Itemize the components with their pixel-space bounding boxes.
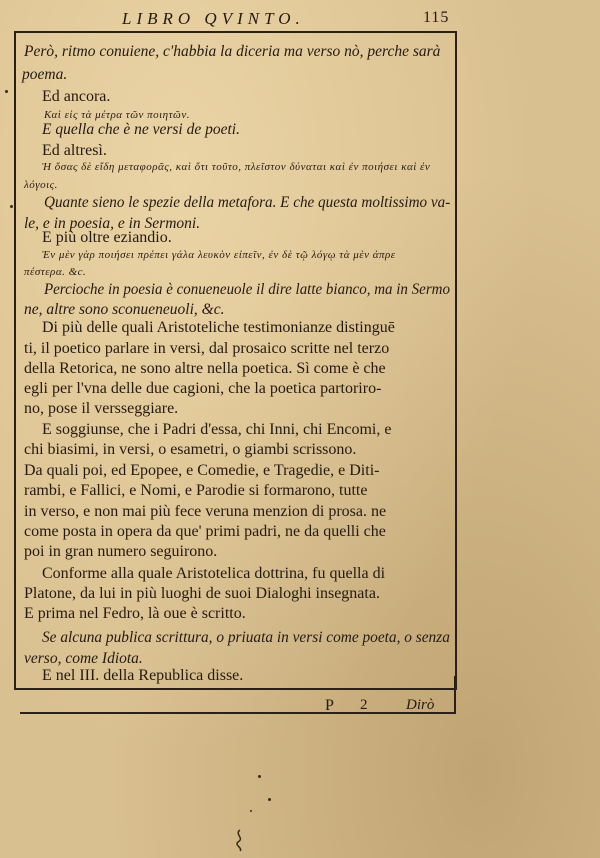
text-line: Platone, da lui in più luoghi de suoi Dialoghi insegnata. xyxy=(24,585,380,602)
text-line: egli per l'vna delle due cagioni, che la poetica partoriro- xyxy=(24,380,382,397)
text-line: Da quali poi, ed Epopee, e Comedie, e Tragedie, e Diti- xyxy=(24,462,380,479)
greek-line: Καὶ εἰς τὰ μέτρα τῶν ποιητῶν. xyxy=(44,109,190,121)
text-line: chi biasimi, in versi, o esametri, o giambi scrissono. xyxy=(24,441,357,458)
greek-line: λόγοις. xyxy=(24,179,58,191)
text-line: E quella che è ne versi de poeti. xyxy=(42,121,240,138)
text-line: no, pose il versseggiare. xyxy=(24,400,179,417)
footer-right-rule xyxy=(454,676,456,712)
text-line: E soggiunse, che i Padri d'essa, chi Inni, chi Encomi, e xyxy=(42,421,392,438)
signature-mark: P xyxy=(325,697,334,714)
stray-dot xyxy=(268,798,271,801)
text-line: le, e in poesia, e in Sermoni. xyxy=(24,215,201,232)
text-line: Però, ritmo conuiene, c'habbia la diceria ma verso nò, perche sarà xyxy=(24,43,441,60)
footer-rule xyxy=(20,712,456,714)
top-rule xyxy=(14,31,456,33)
text-line: come posta in opera da que' primi padri, ne da quelli che xyxy=(24,523,386,540)
text-line: Conforme alla quale Aristotelica dottrina, fu quella di xyxy=(42,565,386,582)
text-line: E nel III. della Republica disse. xyxy=(42,667,244,684)
greek-line: Ἡ ὅσας δὲ εἴδη μεταφορᾶς, καὶ ὅτι τοῦτο, πλεῖστον δύναται καὶ ἐν ποιήσει καὶ ἐν xyxy=(42,161,431,173)
greek-line: Ἐν μὲν γὰρ ποιήσει πρέπει γάλα λευκὸν εἰπεῖν, ἐν δὲ τῷ λόγῳ τὰ μὲν ἀπρε xyxy=(42,249,396,261)
bottom-rule xyxy=(14,688,457,690)
text-line: Di più delle quali Aristoteliche testimonianze distinguē xyxy=(42,319,395,336)
stray-dot xyxy=(5,90,8,93)
text-line: Percioche in poesia è conueneuole il dire latte bianco, ma in Sermo xyxy=(44,281,450,298)
text-line: rambi, e Fallici, e Nomi, e Parodie si formarono, tutte xyxy=(24,482,368,499)
text-line: Ed altresì. xyxy=(42,142,107,159)
text-line: ne, altre sono sconueneuoli, &c. xyxy=(24,301,225,318)
text-line: ti, il poetico parlare in versi, dal prosaico scritte nel terzo xyxy=(24,340,390,357)
page-number: 115 xyxy=(423,9,450,26)
text-line: poi in gran numero seguirono. xyxy=(24,543,218,560)
text-line: Quante sieno le spezie della metafora. E che questa moltissimo va- xyxy=(44,194,451,211)
text-line: in verso, e non mai più fece veruna menzion di prosa. ne xyxy=(24,503,387,520)
text-line: verso, come Idiota. xyxy=(24,650,143,667)
text-line: della Retorica, ne sono altre nella poetica. Sì come è che xyxy=(24,360,386,377)
signature-number: 2 xyxy=(360,697,368,713)
text-line: Ed ancora. xyxy=(42,88,111,105)
right-rule xyxy=(455,31,457,689)
running-title: LIBRO QVINTO. xyxy=(122,9,305,28)
text-line: poema. xyxy=(22,66,68,83)
text-line: E più oltre eziandio. xyxy=(42,229,172,246)
stray-dot xyxy=(258,775,261,778)
greek-line: πέστερα. &c. xyxy=(24,266,87,278)
text-line: Se alcuna publica scrittura, o priuata in versi come poeta, o senza xyxy=(42,629,450,646)
stray-dot xyxy=(10,205,13,208)
catchword: Dirò xyxy=(406,697,435,713)
stray-dot xyxy=(250,810,252,812)
text-line: E prima nel Fedro, là oue è scritto. xyxy=(24,605,246,622)
left-rule xyxy=(14,31,16,689)
page-curl-mark xyxy=(233,828,247,857)
